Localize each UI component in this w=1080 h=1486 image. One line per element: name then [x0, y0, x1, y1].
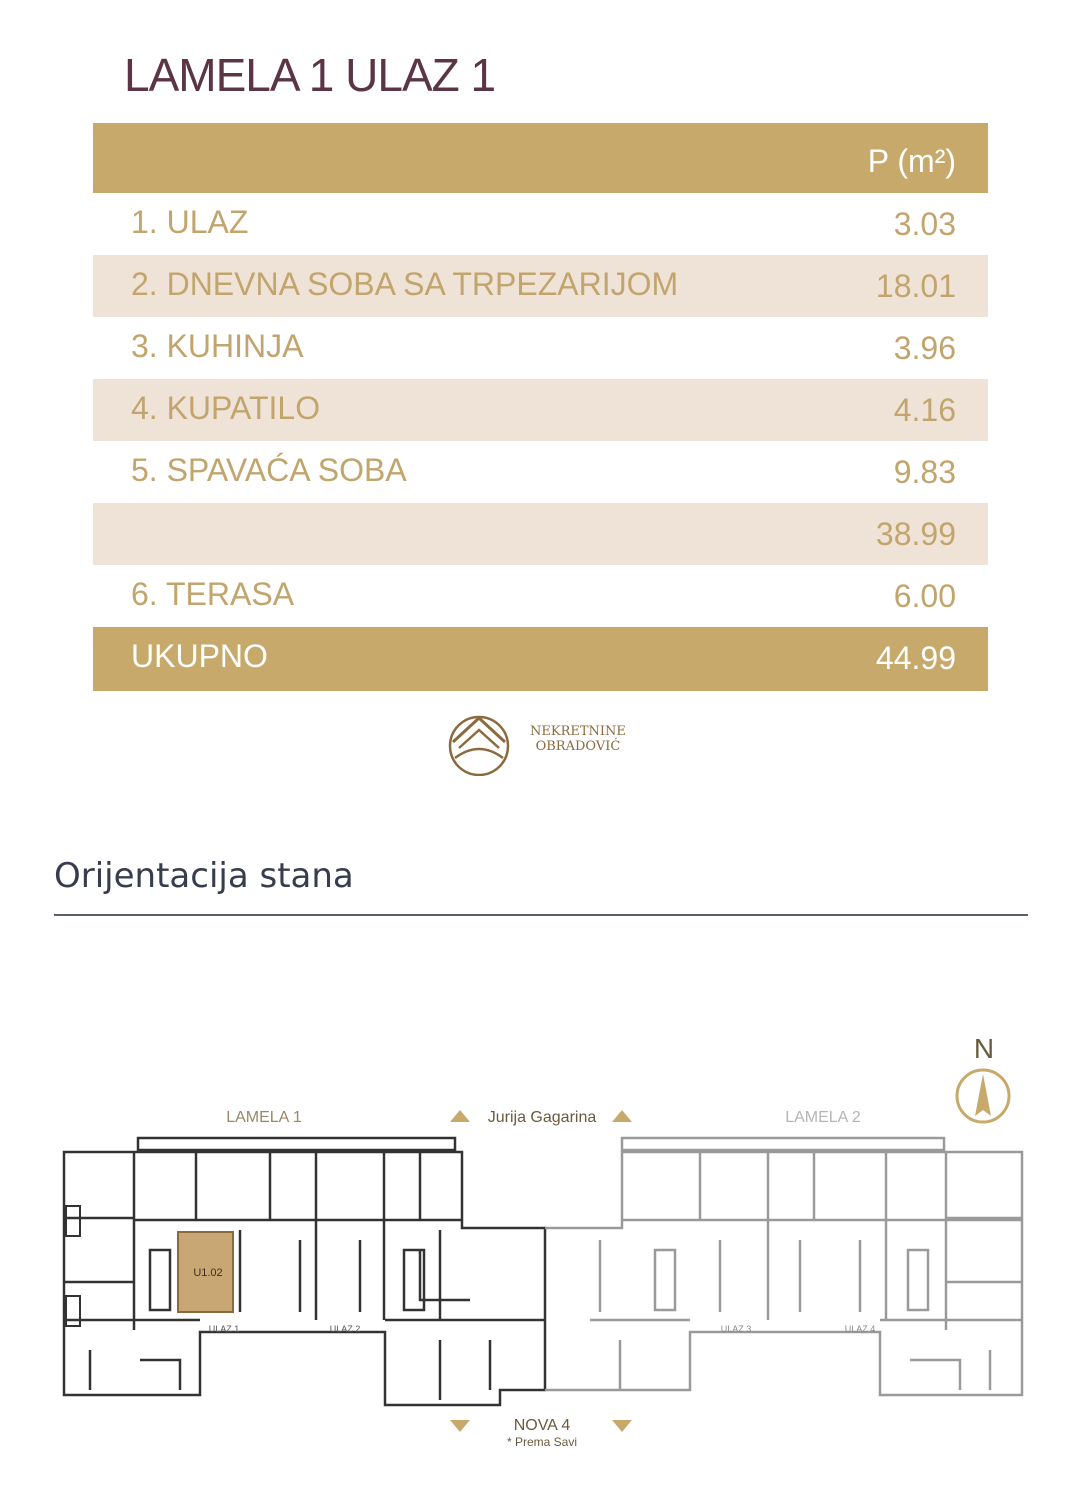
lamela2-label: LAMELA 2 — [785, 1109, 861, 1126]
row-label: 6. TERASA — [131, 576, 295, 612]
ulaz2-label: ULAZ 2 — [329, 1324, 361, 1334]
ulaz3-label: ULAZ 3 — [720, 1324, 752, 1334]
logo-line1: NEKRETNINE — [530, 724, 626, 739]
ulaz4-label: ULAZ 4 — [844, 1324, 876, 1334]
floor-plan — [0, 1020, 1080, 1460]
table-row — [93, 565, 988, 627]
ulaz1-label: ULAZ 1 — [208, 1324, 240, 1334]
lamela1-building — [64, 1138, 545, 1405]
section-title: Orijentacija stana — [54, 856, 354, 896]
column-header-area: P (m²) — [867, 143, 956, 179]
row-label: 2. DNEVNA SOBA SA TRPEZARIJOM — [131, 266, 679, 302]
lamela2-building — [545, 1138, 1022, 1395]
table-row-subtotal — [93, 503, 988, 565]
section-divider — [54, 914, 1028, 916]
north-arrow-icon — [975, 1074, 991, 1116]
row-value: 9.83 — [893, 454, 956, 490]
table-row — [93, 379, 988, 441]
row-label: 5. SPAVAĆA SOBA — [131, 452, 407, 488]
triangle-down-icon — [450, 1420, 470, 1432]
triangle-up-icon — [450, 1110, 470, 1122]
logo-text — [530, 724, 626, 754]
row-label: 1. ULAZ — [131, 204, 249, 240]
north-label: N — [973, 1033, 995, 1064]
house-logo-icon — [445, 710, 517, 776]
table-header — [93, 123, 988, 193]
row-value: 6.00 — [893, 578, 956, 614]
street-bottom: NOVA 4 — [513, 1417, 571, 1434]
table-row — [93, 193, 988, 255]
row-value: 38.99 — [875, 516, 956, 552]
street-top: Jurija Gagarina — [487, 1109, 597, 1126]
triangle-up-icon — [612, 1110, 632, 1122]
street-note: * Prema Savi — [506, 1435, 578, 1449]
area-table — [93, 123, 988, 691]
row-label: 4. KUPATILO — [131, 390, 321, 426]
table-row — [93, 317, 988, 379]
page-title: LAMELA 1 ULAZ 1 — [124, 49, 496, 101]
table-total-row — [93, 627, 988, 691]
row-value: 18.01 — [875, 268, 956, 304]
table-row — [93, 441, 988, 503]
logo-line2: OBRADOVIĆ — [535, 739, 621, 754]
total-value: 44.99 — [875, 640, 956, 676]
row-value: 3.03 — [893, 206, 956, 242]
unit-label: U1.02 — [193, 1267, 223, 1279]
lamela1-label: LAMELA 1 — [226, 1109, 302, 1126]
row-value: 3.96 — [893, 330, 956, 366]
row-label: 3. KUHINJA — [131, 328, 304, 364]
table-row — [93, 255, 988, 317]
triangle-down-icon — [612, 1420, 632, 1432]
row-value: 4.16 — [893, 392, 956, 428]
total-label: UKUPNO — [131, 638, 268, 674]
